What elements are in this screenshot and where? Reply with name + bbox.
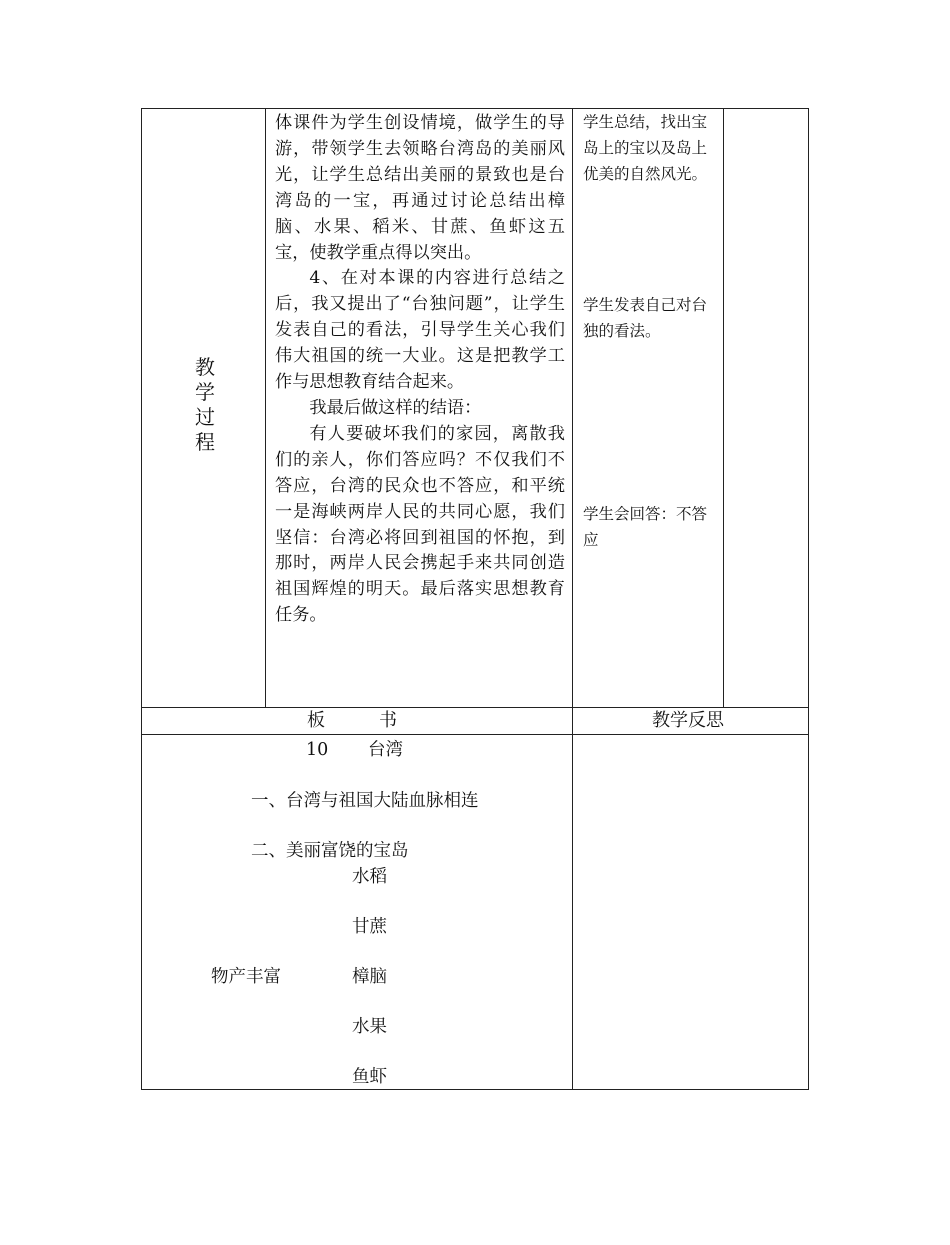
blackboard-header: 板 书 bbox=[307, 710, 397, 731]
table-border-right bbox=[808, 108, 809, 1090]
column-divider-notes bbox=[723, 108, 724, 708]
column-divider-stage bbox=[265, 108, 266, 708]
stage-label-teaching-process bbox=[191, 355, 219, 455]
reflection-header: 教学反思 bbox=[652, 710, 724, 731]
stage-char: 过 bbox=[195, 405, 215, 429]
lesson-number: 10 bbox=[306, 740, 329, 760]
product-item: 鱼虾 bbox=[352, 1067, 387, 1087]
table-border-left bbox=[141, 108, 142, 1090]
table-divider-header-top bbox=[141, 707, 809, 708]
process-paragraph: 4、在对本课的内容进行总结之后，我又提出了“台独问题”，让学生发表自己的看法，引导学生关心我们伟大祖国的统一大业。这是把教学工作与思想教育结合起来。 bbox=[275, 268, 565, 393]
stage-char: 程 bbox=[195, 430, 215, 454]
board-section-2: 二、美丽富饶的宝岛 bbox=[251, 841, 409, 861]
product-item: 水稻 bbox=[352, 867, 387, 887]
process-paragraph: 我最后做这样的结语： bbox=[309, 397, 482, 418]
stage-char: 教 bbox=[195, 355, 215, 379]
process-paragraph: 有人要破坏我们的家园，离散我们的亲人，你们答应吗？不仅我们不答应，台湾的民众也不答应，和平统一是海峡两岸人民的共同心愿，我们坚信：台湾必将回到祖国的怀抱，到那时，两岸人民会携起手来共同创造祖国辉煌的明天。最后落实思想教育任务。 bbox=[275, 423, 565, 626]
lesson-title: 台湾 bbox=[368, 740, 403, 760]
product-group-label: 物产丰富 bbox=[211, 967, 281, 987]
product-item: 水果 bbox=[352, 1017, 387, 1037]
teaching-process-content bbox=[275, 111, 565, 629]
process-paragraph: 体课件为学生创设情境，做学生的导游，带领学生去领略台湾岛的美丽风光，让学生总结出美丽的景致也是台湾岛的一宝，再通过讨论总结出樟脑、水果、稻米、甘蔗、鱼虾这五宝，使教学重点得以突出。 bbox=[275, 113, 565, 263]
board-section-1: 一、台湾与祖国大陆血脉相连 bbox=[251, 791, 479, 811]
stage-char: 学 bbox=[195, 380, 215, 404]
student-activity-note: 学生发表自己对台独的看法。 bbox=[583, 296, 708, 340]
student-activity-note: 学生总结，找出宝岛上的宝以及岛上优美的自然风光。 bbox=[583, 113, 708, 183]
table-border-bottom bbox=[141, 1089, 809, 1090]
reflection-cell bbox=[573, 735, 808, 1089]
student-activity-note: 学生会回答：不答应 bbox=[583, 505, 708, 549]
product-item: 甘蔗 bbox=[352, 917, 387, 937]
product-item: 樟脑 bbox=[352, 967, 387, 987]
